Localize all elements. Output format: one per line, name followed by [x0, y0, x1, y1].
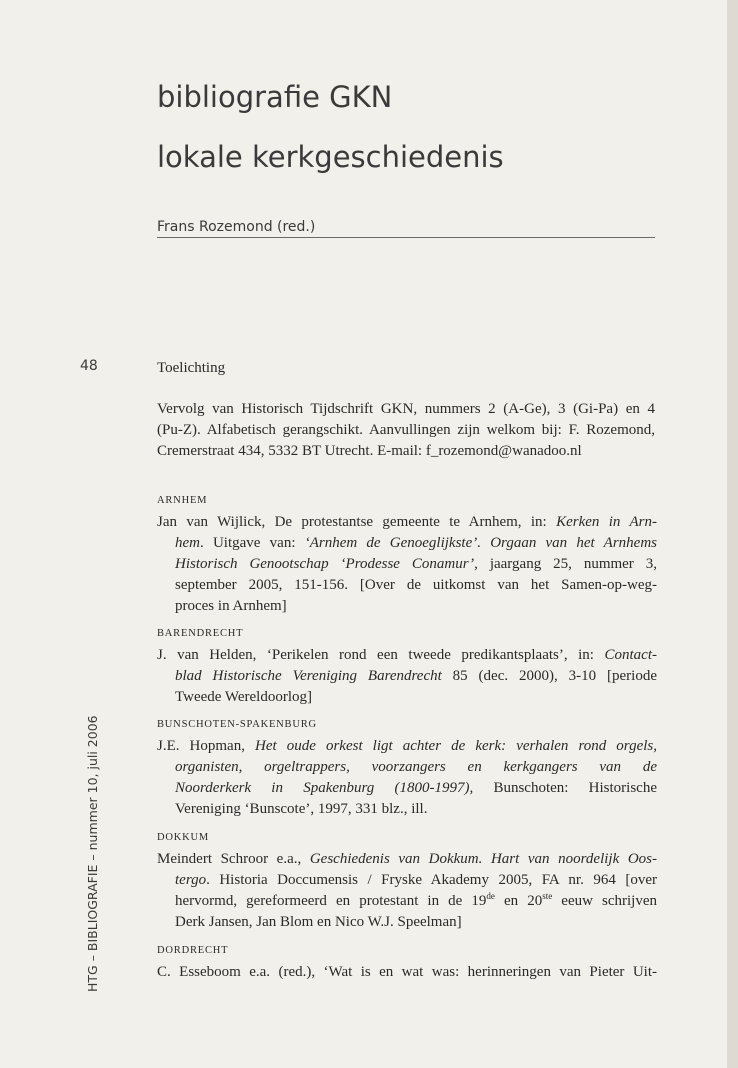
entry-heading: BARENDRECHT [157, 628, 244, 639]
superscript: ste [542, 891, 553, 901]
text-run: . Uitgave van: [200, 535, 305, 551]
text-run-italic: Noorderkerk in Spakenburg (1800-1997), [175, 780, 474, 796]
intro-line: Vervolg van Historisch Tijdschrift GKN, nummers 2 (A-Ge), 3 (Gi-Pa) en 4 [157, 401, 655, 417]
entry-line [157, 849, 657, 870]
intro-line: Cremerstraat 434, 5332 BT Utrecht. E-mail: f_rozemond@wanadoo.nl [157, 443, 582, 459]
text-run: Meindert Schroor e.a., [157, 851, 310, 867]
entry-body [157, 962, 657, 983]
entry-line [157, 645, 657, 666]
running-head: HTG – BIBLIOGRAFIE – nummer 10, juli 2006 [85, 715, 100, 992]
intro-paragraph [157, 399, 655, 462]
text-run: J. van Helden, ‘Perikelen rond een tweede predikantsplaats’, in: [157, 647, 605, 663]
entry-body [157, 849, 657, 933]
page-number: 48 [80, 358, 98, 374]
text-run-italic: Historisch Genootschap ‘Prodesse Conamur’ [175, 556, 475, 572]
entry-line [157, 666, 657, 687]
text-run-italic: Contact- [604, 647, 657, 663]
entry-line: september 2005, 151-156. [Over de uitkomst van het Samen-op-weg- [175, 577, 657, 593]
header-divider [157, 237, 655, 238]
entry-line [157, 757, 657, 778]
entry-line [157, 512, 657, 533]
section-label: Toelichting [157, 360, 226, 376]
text-run: Jan van Wijlick, De protestantse gemeente te Arnhem, in: [157, 514, 557, 530]
article-title: lokale kerkgeschiedenis [157, 140, 504, 174]
entry-heading: BUNSCHOTEN-SPAKENBURG [157, 719, 317, 730]
series-title: bibliografie GKN [157, 80, 393, 114]
text-run-italic: Geschiedenis van Dokkum. Hart van noordelijk Oos- [309, 851, 658, 867]
entry-line [157, 554, 657, 575]
superscript: de [486, 891, 495, 901]
text-run-italic: Kerken in Arn- [556, 514, 657, 530]
text-run: . Historia Doccumensis / Fryske Akademy 2005, FA nr. 964 [over [206, 872, 657, 888]
entry-line: proces in Arnhem] [175, 598, 287, 614]
text-run-italic: Het oude orkest ligt achter de kerk: verhalen rond orgels, [255, 738, 657, 754]
entry-bunschoten-spakenburg [157, 718, 657, 820]
text-run: eeuw schrijven [552, 893, 657, 909]
entry-dordrecht [157, 944, 657, 983]
entry-heading: ARNHEM [157, 495, 208, 506]
text-run-italic: blad Historische Vereniging Barendrecht [175, 668, 442, 684]
entry-body [157, 645, 657, 708]
entry-line [157, 736, 657, 757]
entry-dokkum [157, 831, 657, 933]
text-run: hervormd, gereformeerd en protestant in de 19 [175, 893, 487, 909]
text-run: , jaargang 25, nummer 3, [474, 556, 657, 572]
entry-line: Vereniging ‘Bunscote’, 1997, 331 blz., ill. [175, 801, 428, 817]
editor-credit: Frans Rozemond (red.) [157, 219, 316, 235]
text-run: J.E. Hopman, [157, 738, 256, 754]
text-run-italic: organisten, orgeltrappers, voorzangers en kerkgangers van de [175, 759, 657, 775]
entry-heading: DOKKUM [157, 832, 210, 843]
text-run-italic: hem [175, 535, 200, 551]
text-run: en 20 [494, 893, 543, 909]
entry-line: C. Esseboom e.a. (red.), ‘Wat is en wat was: herinneringen van Pieter Uit- [157, 964, 657, 980]
text-run-italic: tergo [175, 872, 207, 888]
entry-line [157, 891, 657, 912]
intro-line: (Pu-Z). Alfabetisch gerangschikt. Aanvullingen zijn welkom bij: F. Rozemond, [157, 422, 655, 438]
text-run-italic: ‘Arnhem de Genoeglijkste’. Orgaan van het Arnhems [304, 535, 657, 551]
entry-line: Derk Jansen, Jan Blom en Nico W.J. Speelman] [175, 914, 462, 930]
page-edge-shadow [727, 0, 738, 1068]
text-run: Bunschoten: Historische [473, 780, 657, 796]
entry-line: Tweede Wereldoorlog] [175, 689, 312, 705]
entry-body [157, 512, 657, 617]
entry-body [157, 736, 657, 820]
text-run: 85 (dec. 2000), 3-10 [periode [441, 668, 657, 684]
entry-line [157, 533, 657, 554]
entry-arnhem [157, 494, 657, 617]
entry-barendrecht [157, 627, 657, 708]
entry-heading: DORDRECHT [157, 945, 229, 956]
entry-line [157, 778, 657, 799]
entry-line [157, 870, 657, 891]
